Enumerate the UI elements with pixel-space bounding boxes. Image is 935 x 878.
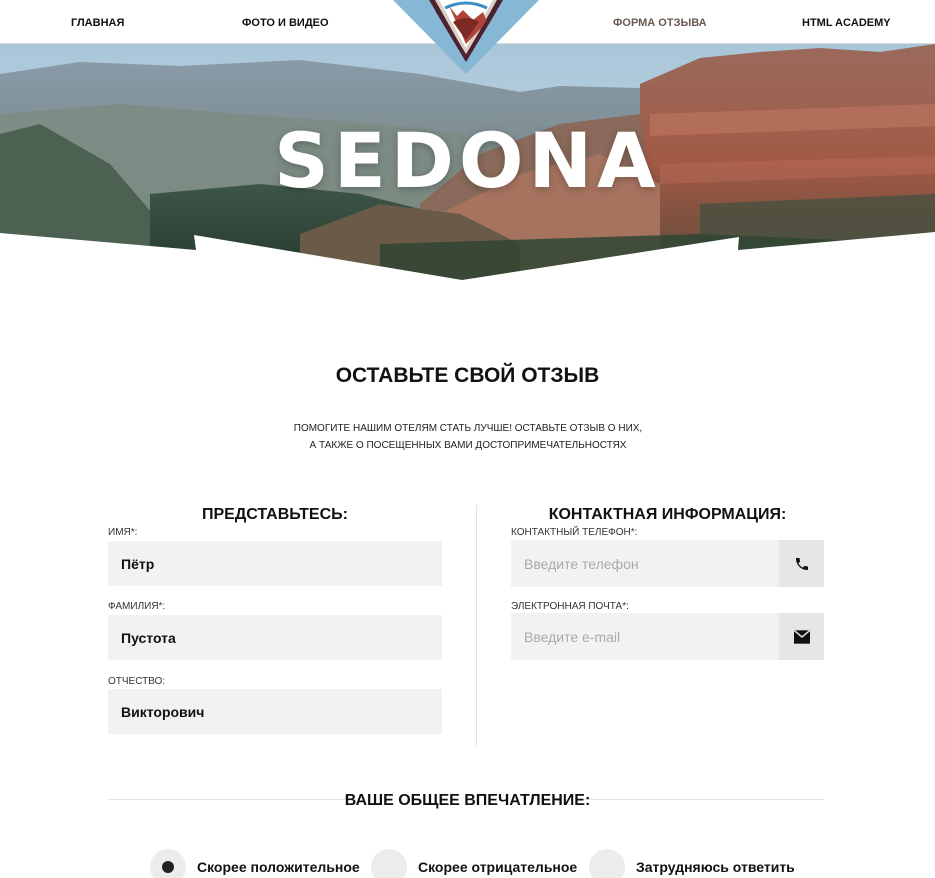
- hero-title: SEDONA: [274, 116, 661, 205]
- impression-option-negative[interactable]: [371, 849, 577, 878]
- phone-icon: [794, 556, 810, 572]
- radio-label: Затрудняюсь ответить: [636, 859, 795, 875]
- surname-label: ФАМИЛИЯ*:: [108, 601, 166, 612]
- patronymic-input[interactable]: [108, 689, 442, 734]
- intro-text: ПОМОГИТЕ НАШИМ ОТЕЛЯМ СТАТЬ ЛУЧШЕ! ОСТАВЬТЕ ОТЗЫВ О НИХ, А ТАКЖЕ О ПОСЕЩЕННЫХ ВАМИ ДОСТОПРИМЕЧАТЕЛЬНОСТЯХ: [293, 423, 643, 451]
- contact-info-heading: КОНТАКТНАЯ ИНФОРМАЦИЯ:: [548, 506, 787, 523]
- mail-icon: [794, 630, 810, 644]
- hero-banner: [0, 44, 935, 280]
- nav-link-feedback-form[interactable]: ФОРМА ОТЗЫВА: [613, 17, 707, 29]
- email-label: ЭЛЕКТРОННАЯ ПОЧТА*:: [511, 601, 629, 612]
- radio-checked-dot: [162, 861, 174, 873]
- radio-button[interactable]: [589, 849, 625, 878]
- email-icon-box: [779, 613, 824, 660]
- impression-option-positive[interactable]: [150, 849, 360, 878]
- page-title: ОСТАВЬТЕ СВОЙ ОТЗЫВ: [335, 364, 600, 387]
- nav-link-photo-video[interactable]: ФОТО И ВИДЕО: [242, 17, 329, 29]
- radio-label: Скорее отрицательное: [418, 859, 578, 875]
- radio-button[interactable]: [150, 849, 186, 878]
- patronymic-label: ОТЧЕСТВО:: [108, 676, 166, 687]
- nav-link-home[interactable]: ГЛАВНАЯ: [71, 17, 125, 29]
- impression-heading: ВАШЕ ОБЩЕЕ ВПЕЧАТЛЕНИЕ:: [344, 792, 591, 809]
- surname-input[interactable]: [108, 615, 442, 660]
- name-input[interactable]: [108, 541, 442, 586]
- radio-button[interactable]: [371, 849, 407, 878]
- radio-label: Скорее положительное: [197, 859, 360, 875]
- email-input[interactable]: [511, 613, 779, 660]
- city-of-sedona-logo[interactable]: [393, 0, 539, 74]
- personal-info-heading: ПРЕДСТАВЬТЕСЬ:: [202, 506, 348, 523]
- name-label: ИМЯ*:: [108, 527, 138, 538]
- phone-input[interactable]: [511, 540, 779, 587]
- nav-link-html-academy[interactable]: HTML ACADEMY: [802, 17, 891, 29]
- phone-icon-box: [779, 540, 824, 587]
- phone-label: КОНТАКТНЫЙ ТЕЛЕФОН*:: [511, 527, 638, 538]
- column-divider: [476, 505, 477, 747]
- impression-option-undecided[interactable]: [589, 849, 795, 878]
